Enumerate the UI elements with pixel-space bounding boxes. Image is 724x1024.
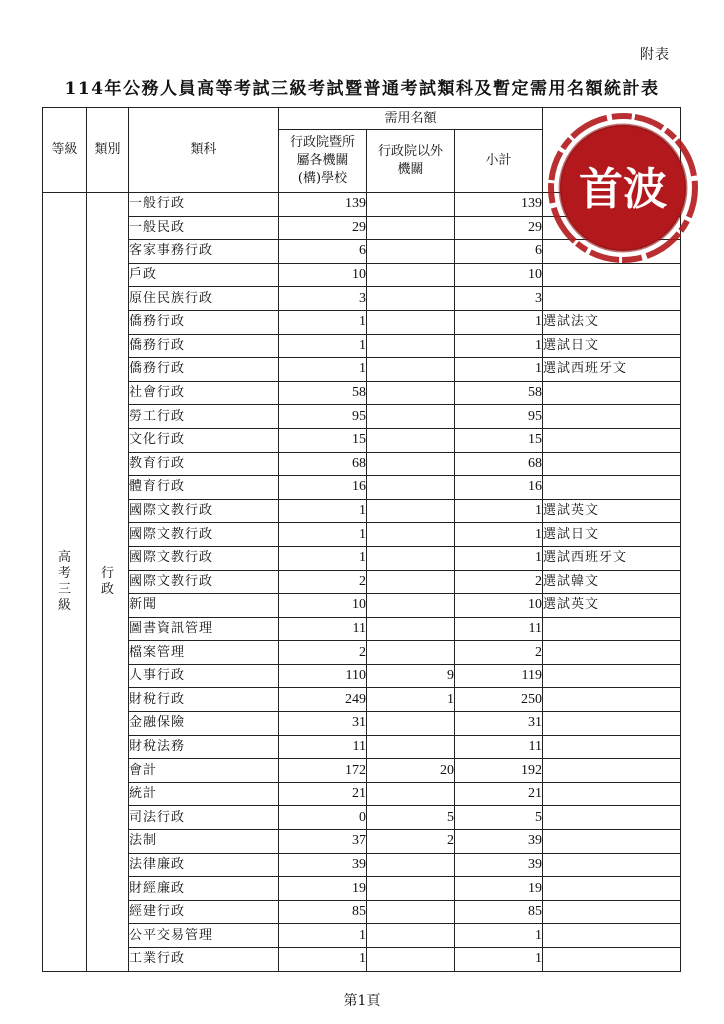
other-count-cell [367, 193, 455, 217]
exec-count-cell: 11 [279, 617, 367, 641]
exec-count-cell: 2 [279, 641, 367, 665]
subtotal-cell: 15 [455, 428, 543, 452]
table-row [43, 263, 681, 287]
category-cell: 圖書資訊管理 [129, 617, 279, 641]
note-cell [543, 877, 681, 901]
note-cell [543, 924, 681, 948]
other-count-cell [367, 546, 455, 570]
exec-count-cell: 172 [279, 759, 367, 783]
exec-count-cell: 1 [279, 334, 367, 358]
other-count-cell [367, 853, 455, 877]
note-cell: 選試西班牙文 [543, 546, 681, 570]
note-cell [543, 381, 681, 405]
other-count-cell [367, 499, 455, 523]
other-count-cell: 1 [367, 688, 455, 712]
table-row [43, 428, 681, 452]
other-count-cell [367, 428, 455, 452]
seal-stamp [545, 110, 701, 266]
category-cell: 體育行政 [129, 476, 279, 500]
exec-count-cell: 6 [279, 240, 367, 264]
table-row [43, 594, 681, 618]
note-cell: 選試日文 [543, 334, 681, 358]
exec-count-cell: 16 [279, 476, 367, 500]
category-cell: 勞工行政 [129, 405, 279, 429]
table-row [43, 712, 681, 736]
category-cell: 會計 [129, 759, 279, 783]
note-cell: 選試日文 [543, 523, 681, 547]
subtotal-cell: 1 [455, 948, 543, 972]
category-cell: 財稅法務 [129, 735, 279, 759]
category-cell: 國際文教行政 [129, 570, 279, 594]
other-count-cell [367, 523, 455, 547]
other-count-cell [367, 900, 455, 924]
exec-count-cell: 31 [279, 712, 367, 736]
exec-count-cell: 249 [279, 688, 367, 712]
exec-count-cell: 1 [279, 310, 367, 334]
other-count-cell [367, 263, 455, 287]
table-row [43, 759, 681, 783]
category-cell: 國際文教行政 [129, 546, 279, 570]
table-row [43, 688, 681, 712]
appendix-label: 附表 [640, 47, 670, 63]
category-cell: 新聞 [129, 594, 279, 618]
category-cell: 法律廉政 [129, 853, 279, 877]
subtotal-cell: 10 [455, 594, 543, 618]
note-cell: 選試英文 [543, 499, 681, 523]
note-cell [543, 759, 681, 783]
subtotal-cell: 1 [455, 310, 543, 334]
other-count-cell: 5 [367, 806, 455, 830]
other-count-cell [367, 334, 455, 358]
category-cell: 國際文教行政 [129, 499, 279, 523]
table-row [43, 830, 681, 854]
exec-count-cell: 0 [279, 806, 367, 830]
subtotal-cell: 19 [455, 877, 543, 901]
note-cell [543, 830, 681, 854]
subtotal-cell: 85 [455, 900, 543, 924]
subtotal-cell: 2 [455, 570, 543, 594]
subtotal-cell: 31 [455, 712, 543, 736]
subtotal-cell: 10 [455, 263, 543, 287]
note-cell [543, 476, 681, 500]
other-count-cell [367, 735, 455, 759]
table-row [43, 334, 681, 358]
subtotal-cell: 39 [455, 853, 543, 877]
category-cell: 經建行政 [129, 900, 279, 924]
category-cell: 原住民族行政 [129, 287, 279, 311]
page-title: 114年公務人員高等考試三級考試暨普通考試類科及暫定需用名額統計表 [64, 79, 660, 99]
other-count-cell [367, 381, 455, 405]
note-cell [543, 782, 681, 806]
other-count-cell [367, 948, 455, 972]
note-cell [543, 948, 681, 972]
subtotal-cell: 1 [455, 546, 543, 570]
note-cell [543, 263, 681, 287]
category-cell: 教育行政 [129, 452, 279, 476]
note-cell [543, 900, 681, 924]
category-cell: 一般行政 [129, 193, 279, 217]
other-count-cell [367, 570, 455, 594]
subtotal-cell: 21 [455, 782, 543, 806]
subtotal-cell: 1 [455, 358, 543, 382]
table-row [43, 782, 681, 806]
category-cell: 財稅行政 [129, 688, 279, 712]
other-count-cell [367, 452, 455, 476]
note-cell: 選試西班牙文 [543, 358, 681, 382]
subtotal-cell: 119 [455, 664, 543, 688]
exec-count-cell: 1 [279, 948, 367, 972]
table-row [43, 546, 681, 570]
exec-count-cell: 85 [279, 900, 367, 924]
table-row [43, 570, 681, 594]
note-cell: 選試韓文 [543, 570, 681, 594]
subtotal-cell: 6 [455, 240, 543, 264]
category-cell: 公平交易管理 [129, 924, 279, 948]
exec-count-cell: 21 [279, 782, 367, 806]
other-count-cell [367, 617, 455, 641]
table-row [43, 476, 681, 500]
note-cell: 選試法文 [543, 310, 681, 334]
exec-count-cell: 95 [279, 405, 367, 429]
exec-count-cell: 110 [279, 664, 367, 688]
other-count-cell [367, 240, 455, 264]
header-exec: 行政院暨所 屬各機關 (構)學校 [279, 130, 367, 193]
stamp-text: 首波 [579, 164, 667, 215]
table-row [43, 358, 681, 382]
subtotal-cell: 68 [455, 452, 543, 476]
note-cell [543, 641, 681, 665]
table-row [43, 287, 681, 311]
exec-count-cell: 29 [279, 216, 367, 240]
exec-count-cell: 11 [279, 735, 367, 759]
subtotal-cell: 95 [455, 405, 543, 429]
other-count-cell [367, 782, 455, 806]
header-level: 等級 [43, 108, 87, 193]
table-row [43, 735, 681, 759]
subtotal-cell: 1 [455, 334, 543, 358]
table-row [43, 523, 681, 547]
exec-count-cell: 19 [279, 877, 367, 901]
note-cell [543, 617, 681, 641]
note-cell [543, 806, 681, 830]
other-count-cell: 2 [367, 830, 455, 854]
subtotal-cell: 139 [455, 193, 543, 217]
category-cell: 戶政 [129, 263, 279, 287]
table-row [43, 405, 681, 429]
exec-count-cell: 1 [279, 499, 367, 523]
subtotal-cell: 5 [455, 806, 543, 830]
category-cell: 檔案管理 [129, 641, 279, 665]
exec-count-cell: 39 [279, 853, 367, 877]
header-type: 類別 [87, 108, 129, 193]
exec-count-cell: 10 [279, 263, 367, 287]
category-cell: 人事行政 [129, 664, 279, 688]
subtotal-cell: 11 [455, 735, 543, 759]
header-category: 類科 [129, 108, 279, 193]
other-count-cell [367, 877, 455, 901]
other-count-cell: 9 [367, 664, 455, 688]
subtotal-cell: 1 [455, 924, 543, 948]
subtotal-cell: 16 [455, 476, 543, 500]
table-row [43, 664, 681, 688]
other-count-cell [367, 641, 455, 665]
exec-count-cell: 15 [279, 428, 367, 452]
other-count-cell [367, 924, 455, 948]
category-cell: 社會行政 [129, 381, 279, 405]
note-cell [543, 452, 681, 476]
other-count-cell: 20 [367, 759, 455, 783]
note-cell [543, 428, 681, 452]
note-cell: 選試英文 [543, 594, 681, 618]
note-cell [543, 853, 681, 877]
category-cell: 國際文教行政 [129, 523, 279, 547]
subtotal-cell: 29 [455, 216, 543, 240]
subtotal-cell: 1 [455, 499, 543, 523]
subtotal-cell: 3 [455, 287, 543, 311]
subtotal-cell: 192 [455, 759, 543, 783]
exec-count-cell: 3 [279, 287, 367, 311]
category-cell: 一般民政 [129, 216, 279, 240]
category-cell: 僑務行政 [129, 334, 279, 358]
table-row [43, 499, 681, 523]
exec-count-cell: 1 [279, 924, 367, 948]
category-cell: 統計 [129, 782, 279, 806]
subtotal-cell: 11 [455, 617, 543, 641]
other-count-cell [367, 712, 455, 736]
category-cell: 工業行政 [129, 948, 279, 972]
subtotal-cell: 1 [455, 523, 543, 547]
other-count-cell [367, 310, 455, 334]
note-cell [543, 664, 681, 688]
exec-count-cell: 1 [279, 523, 367, 547]
category-cell: 文化行政 [129, 428, 279, 452]
table-row [43, 853, 681, 877]
exec-count-cell: 139 [279, 193, 367, 217]
category-cell: 僑務行政 [129, 310, 279, 334]
table-row [43, 617, 681, 641]
exec-count-cell: 58 [279, 381, 367, 405]
exec-count-cell: 2 [279, 570, 367, 594]
header-demand: 需用名額 [279, 108, 543, 130]
subtotal-cell: 2 [455, 641, 543, 665]
category-cell: 司法行政 [129, 806, 279, 830]
table-row [43, 310, 681, 334]
subtotal-cell: 39 [455, 830, 543, 854]
table-row [43, 641, 681, 665]
other-count-cell [367, 216, 455, 240]
note-cell [543, 405, 681, 429]
other-count-cell [367, 405, 455, 429]
note-cell [543, 712, 681, 736]
table-row [43, 924, 681, 948]
table-row [43, 452, 681, 476]
subtotal-cell: 250 [455, 688, 543, 712]
exec-count-cell: 10 [279, 594, 367, 618]
category-cell: 金融保險 [129, 712, 279, 736]
header-subtotal: 小計 [455, 130, 543, 193]
table-row [43, 381, 681, 405]
table-row [43, 806, 681, 830]
page-number: 第1頁 [343, 993, 381, 1009]
exec-count-cell: 1 [279, 358, 367, 382]
table-row [43, 948, 681, 972]
category-cell: 法制 [129, 830, 279, 854]
category-cell: 僑務行政 [129, 358, 279, 382]
type-cell: 行 政 [87, 193, 129, 972]
exec-count-cell: 1 [279, 546, 367, 570]
other-count-cell [367, 476, 455, 500]
category-cell: 財經廉政 [129, 877, 279, 901]
note-cell [543, 688, 681, 712]
header-other: 行政院以外 機關 [367, 130, 455, 193]
note-cell [543, 287, 681, 311]
table-row [43, 877, 681, 901]
other-count-cell [367, 287, 455, 311]
other-count-cell [367, 594, 455, 618]
subtotal-cell: 58 [455, 381, 543, 405]
exec-count-cell: 37 [279, 830, 367, 854]
table-row [43, 900, 681, 924]
exec-count-cell: 68 [279, 452, 367, 476]
note-cell [543, 735, 681, 759]
other-count-cell [367, 358, 455, 382]
category-cell: 客家事務行政 [129, 240, 279, 264]
level-cell: 高 考 三 級 [43, 193, 87, 972]
